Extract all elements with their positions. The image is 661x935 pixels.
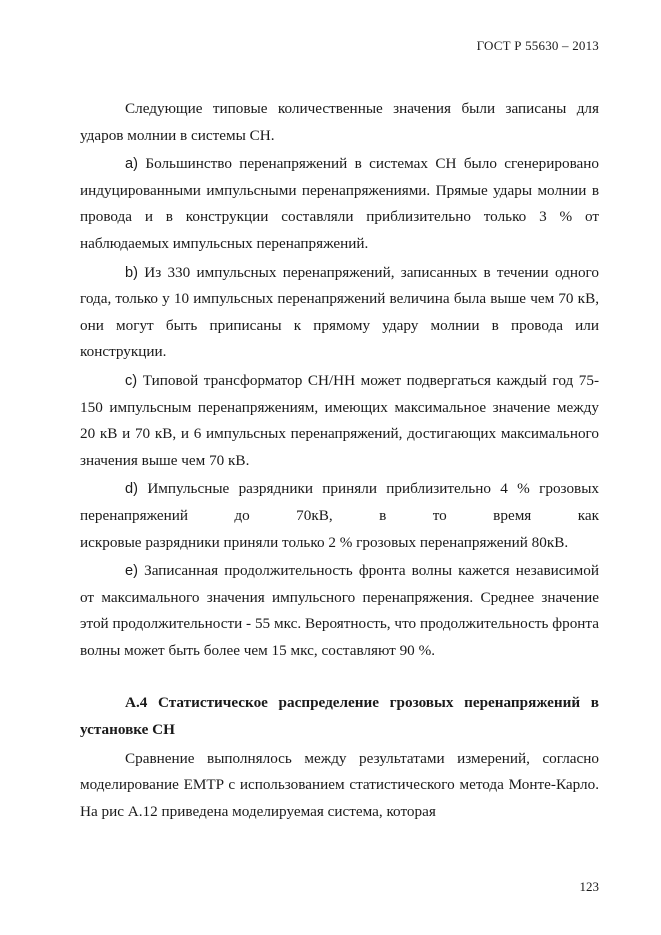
- list-item-e: [80, 558, 599, 664]
- document-body: [80, 96, 599, 825]
- list-item-text: Записанная продолжительность фронта волны кажется независимой от максимального значения импульсного перенапряжения. Среднее значение этой продолжительности - 55 мкс. Вероятность, что продолжительность фронта волны может быть более чем 15 мкс, составляют 90 %.: [80, 562, 599, 659]
- list-item-text: Из 330 импульсных перенапряжений, записанных в течении одного года, только у 10 импульсных перенапряжений величина была выше чем 70 кВ, они могут быть приписаны к прямому удару молнии в провода или конструкции.: [80, 263, 599, 361]
- list-marker: d): [125, 481, 138, 498]
- section-paragraph: Сравнение выполнялось между результатами измерений, согласно моделирование EMTP с использованием статистического метода Монте-Карло. На рис А.12 приведена моделируемая система, которая: [80, 749, 599, 820]
- document-header: ГОСТ Р 55630 – 2013: [476, 38, 599, 53]
- list-item-text: Импульсные разрядники приняли приблизительно 4 % грозовых перенапряжений до 70кВ, в то время как: [80, 480, 600, 524]
- list-item-text: Типовой трансформатор СН/НН может подвергаться каждый год 75-150 импульсным перенапряжениям, имеющих максимальное значение между 20 кВ и 70 кВ, и 6 импульсных перенапряжений, достигающих максимального значения выше чем 70 кВ.: [80, 371, 599, 469]
- list-item-c: [80, 368, 599, 474]
- list-item-text: Большинство перенапряжений в системах СН было сгенерировано индуцированными импульсными перенапряжениями. Прямые удары молнии в провода и в конструкции составляли приблизительно только 3 % от наблюдаемых импульсных перенапряжений.: [80, 155, 600, 252]
- section-heading: А.4 Статистическое распределение грозовых перенапряжений в установке СН: [80, 694, 599, 739]
- page-number: 123: [579, 879, 599, 894]
- list-marker: a): [125, 156, 138, 173]
- list-item-b: [80, 260, 599, 366]
- intro-paragraph: Следующие типовые количественные значения были записаны для ударов молнии в системы СН.: [80, 100, 599, 144]
- list-marker: e): [125, 563, 138, 580]
- list-item-d: [80, 476, 599, 529]
- list-marker: c): [125, 372, 138, 389]
- list-item-text: искровые разрядники приняли только 2 % грозовых перенапряжений 80кВ.: [80, 533, 569, 551]
- list-marker: b): [125, 264, 138, 281]
- list-item-a: [80, 151, 599, 257]
- list-item-d-continued: [80, 530, 599, 557]
